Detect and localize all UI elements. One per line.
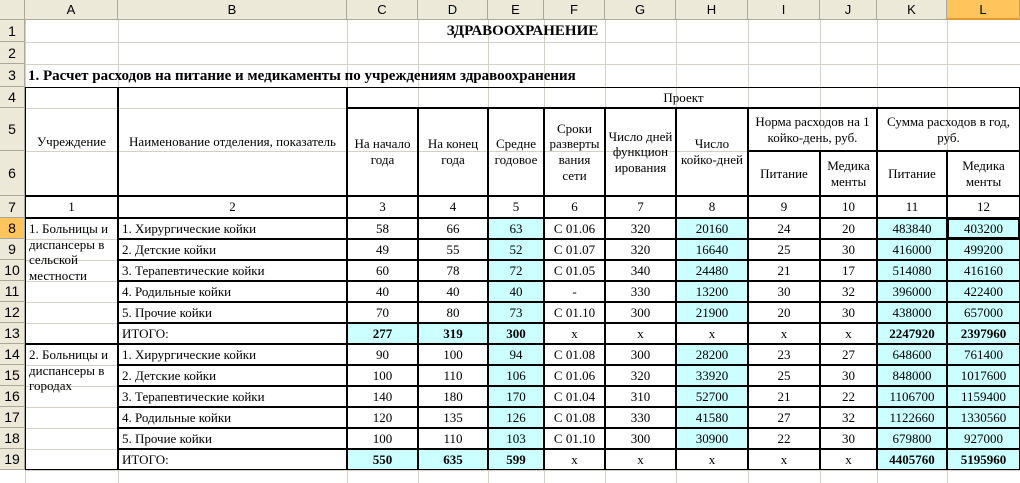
column-header-h[interactable]: H	[676, 0, 748, 20]
header-institution: Учреждение	[25, 87, 118, 196]
column-header-a[interactable]: A	[25, 0, 118, 20]
data-cell[interactable]: 20160	[676, 218, 748, 239]
data-cell[interactable]: 17	[820, 260, 877, 281]
row-header-6[interactable]: 6	[0, 151, 25, 196]
header-deploy-terms: Сроки разверты вания сети	[544, 108, 605, 196]
data-cell[interactable]: 657000	[947, 302, 1020, 323]
gridline-horizontal	[25, 470, 1020, 471]
column-number: 7	[605, 196, 676, 218]
data-cell[interactable]: 499200	[947, 239, 1020, 260]
data-cell[interactable]: 120	[347, 407, 418, 428]
row-header-13[interactable]: 13	[0, 323, 25, 344]
row-label[interactable]: 5. Прочие койки	[118, 428, 347, 449]
data-cell[interactable]: 180	[418, 386, 488, 407]
row-header-4[interactable]: 4	[0, 87, 25, 108]
data-cell[interactable]: 483840	[877, 218, 947, 239]
data-cell[interactable]: 126	[488, 407, 544, 428]
column-header-e[interactable]: E	[488, 0, 544, 20]
sheet-subtitle: 1. Расчет расходов на питание и медикаменты по учреждениям здравоохранения	[28, 67, 576, 84]
data-cell[interactable]: 63	[488, 218, 544, 239]
column-header-f[interactable]: F	[544, 0, 605, 20]
data-cell[interactable]: 78	[418, 260, 488, 281]
header-norm: Норма расходов на 1 койко-день, руб.	[748, 108, 877, 151]
data-cell[interactable]: 110	[418, 365, 488, 386]
header-avg-year: Средне годовое	[488, 108, 544, 196]
data-cell[interactable]: 300	[605, 344, 676, 365]
data-cell[interactable]: 848000	[877, 365, 947, 386]
data-cell[interactable]: 100	[418, 344, 488, 365]
data-cell[interactable]: 110	[418, 428, 488, 449]
row-label[interactable]: 2. Детские койки	[118, 365, 347, 386]
header-department: Наименование отделения, показатель	[118, 87, 347, 196]
data-cell[interactable]: 23	[748, 344, 820, 365]
data-cell[interactable]: 21900	[676, 302, 748, 323]
data-cell[interactable]: 30	[820, 428, 877, 449]
data-cell[interactable]: 100	[347, 428, 418, 449]
column-number: 10	[820, 196, 877, 218]
row-header-16[interactable]: 16	[0, 386, 25, 407]
select-all-corner[interactable]	[0, 0, 25, 20]
data-cell[interactable]: 72	[488, 260, 544, 281]
data-cell[interactable]: 30	[820, 239, 877, 260]
data-cell[interactable]: 1106700	[877, 386, 947, 407]
data-cell[interactable]: 22	[820, 386, 877, 407]
row-header-15[interactable]: 15	[0, 365, 25, 386]
row-header-8[interactable]: 8	[0, 218, 25, 239]
data-cell[interactable]: 170	[488, 386, 544, 407]
row-header-17[interactable]: 17	[0, 407, 25, 428]
data-cell[interactable]: 403200	[947, 218, 1020, 239]
data-cell[interactable]: 30	[820, 302, 877, 323]
data-cell[interactable]: 310	[605, 386, 676, 407]
row-header-7[interactable]: 7	[0, 196, 25, 218]
data-cell[interactable]: 320	[605, 218, 676, 239]
total-cell[interactable]: х	[544, 449, 605, 470]
data-cell[interactable]: 20	[748, 302, 820, 323]
column-number: 11	[877, 196, 947, 218]
data-cell[interactable]: 100	[347, 365, 418, 386]
column-number: 3	[347, 196, 418, 218]
row-header-12[interactable]: 12	[0, 302, 25, 323]
data-cell[interactable]: 27	[820, 344, 877, 365]
data-cell[interactable]: С 01.06	[544, 365, 605, 386]
data-cell[interactable]: С 01.04	[544, 386, 605, 407]
column-header-g[interactable]: G	[605, 0, 676, 20]
total-cell[interactable]: 635	[418, 449, 488, 470]
row-label[interactable]: 1. Хирургические койки	[118, 218, 347, 239]
row-header-18[interactable]: 18	[0, 428, 25, 449]
data-cell[interactable]: С 01.07	[544, 239, 605, 260]
column-header-d[interactable]: D	[418, 0, 488, 20]
data-cell[interactable]: 514080	[877, 260, 947, 281]
header-norm-food: Питание	[748, 151, 820, 196]
data-cell[interactable]: 21	[748, 260, 820, 281]
total-cell[interactable]: 2397960	[947, 323, 1020, 344]
header-norm-meds: Медика менты	[820, 151, 877, 196]
data-cell[interactable]: 25	[748, 239, 820, 260]
data-cell[interactable]: 66	[418, 218, 488, 239]
row-header-19[interactable]: 19	[0, 449, 25, 470]
data-cell[interactable]: 330	[605, 407, 676, 428]
data-cell[interactable]: -	[544, 281, 605, 302]
total-cell[interactable]: 300	[488, 323, 544, 344]
column-number: 5	[488, 196, 544, 218]
row-header-3[interactable]: 3	[0, 64, 25, 87]
data-cell[interactable]: 73	[488, 302, 544, 323]
data-cell[interactable]: 416000	[877, 239, 947, 260]
data-cell[interactable]: 32	[820, 407, 877, 428]
column-number: 6	[544, 196, 605, 218]
data-cell[interactable]: 1017600	[947, 365, 1020, 386]
data-cell[interactable]: 13200	[676, 281, 748, 302]
column-header-b[interactable]: B	[118, 0, 347, 20]
data-cell[interactable]: 60	[347, 260, 418, 281]
group-name: 1. Больницы и диспансеры в сельской местности	[25, 218, 118, 344]
data-cell[interactable]: С 01.06	[544, 218, 605, 239]
row-label[interactable]: 4. Родильные койки	[118, 281, 347, 302]
data-cell[interactable]: 94	[488, 344, 544, 365]
gridline-horizontal	[25, 42, 1020, 43]
column-number: 1	[25, 196, 118, 218]
data-cell[interactable]: 24480	[676, 260, 748, 281]
total-cell[interactable]: 4405760	[877, 449, 947, 470]
total-label[interactable]: ИТОГО:	[118, 323, 347, 344]
total-cell[interactable]: х	[820, 323, 877, 344]
row-header-14[interactable]: 14	[0, 344, 25, 365]
column-header-i[interactable]: I	[748, 0, 820, 20]
total-cell[interactable]: х	[676, 449, 748, 470]
data-cell[interactable]: 103	[488, 428, 544, 449]
data-cell[interactable]: 330	[605, 281, 676, 302]
data-cell[interactable]: 33920	[676, 365, 748, 386]
data-cell[interactable]: 140	[347, 386, 418, 407]
data-cell[interactable]: С 01.10	[544, 428, 605, 449]
data-cell[interactable]: 416160	[947, 260, 1020, 281]
data-cell[interactable]: 28200	[676, 344, 748, 365]
total-cell[interactable]: х	[605, 449, 676, 470]
sheet-title: ЗДРАВООХРАНЕНИЕ	[446, 23, 599, 39]
data-cell[interactable]: 679800	[877, 428, 947, 449]
data-cell[interactable]: С 01.08	[544, 407, 605, 428]
header-sum-meds: Медика менты	[947, 151, 1020, 196]
header-sum-food: Питание	[877, 151, 947, 196]
row-label[interactable]: 5. Прочие койки	[118, 302, 347, 323]
total-cell[interactable]: 5195960	[947, 449, 1020, 470]
data-cell[interactable]: 41580	[676, 407, 748, 428]
data-cell[interactable]: 30900	[676, 428, 748, 449]
total-label[interactable]: ИТОГО:	[118, 449, 347, 470]
total-cell[interactable]: 2247920	[877, 323, 947, 344]
column-header-k[interactable]: K	[877, 0, 947, 20]
column-header-c[interactable]: C	[347, 0, 418, 20]
row-label[interactable]: 4. Родильные койки	[118, 407, 347, 428]
total-cell[interactable]: 599	[488, 449, 544, 470]
data-cell[interactable]: 40	[488, 281, 544, 302]
data-cell[interactable]: С 01.10	[544, 302, 605, 323]
data-cell[interactable]: 70	[347, 302, 418, 323]
header-end-year: На конец года	[418, 108, 488, 196]
data-cell[interactable]: 52	[488, 239, 544, 260]
data-cell[interactable]: 40	[347, 281, 418, 302]
header-days-functioning: Число дней функцион ирования	[605, 108, 676, 196]
data-cell[interactable]: 24	[748, 218, 820, 239]
data-cell[interactable]: 300	[605, 428, 676, 449]
total-cell[interactable]: х	[544, 323, 605, 344]
data-cell[interactable]: 1330560	[947, 407, 1020, 428]
row-label[interactable]: 3. Терапевтические койки	[118, 386, 347, 407]
data-cell[interactable]: С 01.08	[544, 344, 605, 365]
header-project: Проект	[347, 87, 1020, 108]
column-number: 2	[118, 196, 347, 218]
total-cell[interactable]: х	[605, 323, 676, 344]
row-header-9[interactable]: 9	[0, 239, 25, 260]
column-number: 9	[748, 196, 820, 218]
data-cell[interactable]: 396000	[877, 281, 947, 302]
total-cell[interactable]: 550	[347, 449, 418, 470]
column-number: 12	[947, 196, 1020, 218]
data-cell[interactable]: 55	[418, 239, 488, 260]
data-cell[interactable]: 927000	[947, 428, 1020, 449]
column-number: 8	[676, 196, 748, 218]
data-cell[interactable]: С 01.05	[544, 260, 605, 281]
data-cell[interactable]: 1122660	[877, 407, 947, 428]
total-cell[interactable]: 277	[347, 323, 418, 344]
header-bed-days: Число койко-дней	[676, 108, 748, 196]
total-cell[interactable]: х	[748, 449, 820, 470]
data-cell[interactable]: 22	[748, 428, 820, 449]
data-cell[interactable]: 40	[418, 281, 488, 302]
data-cell[interactable]: 27	[748, 407, 820, 428]
data-cell[interactable]: 135	[418, 407, 488, 428]
total-cell[interactable]: х	[748, 323, 820, 344]
data-cell[interactable]: 340	[605, 260, 676, 281]
data-cell[interactable]: 25	[748, 365, 820, 386]
column-header-l[interactable]: L	[947, 0, 1020, 20]
column-header-j[interactable]: J	[820, 0, 877, 20]
header-sum: Сумма расходов в год, руб.	[877, 108, 1020, 151]
data-cell[interactable]: 320	[605, 239, 676, 260]
data-cell[interactable]: 90	[347, 344, 418, 365]
data-cell[interactable]: 438000	[877, 302, 947, 323]
column-number: 4	[418, 196, 488, 218]
row-header-10[interactable]: 10	[0, 260, 25, 281]
data-cell[interactable]: 106	[488, 365, 544, 386]
data-cell[interactable]: 761400	[947, 344, 1020, 365]
row-label[interactable]: 3. Терапевтические койки	[118, 260, 347, 281]
total-cell[interactable]: х	[676, 323, 748, 344]
data-cell[interactable]: 30	[748, 281, 820, 302]
data-cell[interactable]: 300	[605, 302, 676, 323]
data-cell[interactable]: 320	[605, 365, 676, 386]
data-cell[interactable]: 32	[820, 281, 877, 302]
data-cell[interactable]: 20	[820, 218, 877, 239]
row-header-5[interactable]: 5	[0, 108, 25, 151]
data-cell[interactable]: 21	[748, 386, 820, 407]
total-cell[interactable]: х	[820, 449, 877, 470]
row-header-1[interactable]: 1	[0, 20, 25, 42]
data-cell[interactable]: 422400	[947, 281, 1020, 302]
data-cell[interactable]: 16640	[676, 239, 748, 260]
data-cell[interactable]: 80	[418, 302, 488, 323]
header-start-year: На начало года	[347, 108, 418, 196]
data-cell[interactable]: 1159400	[947, 386, 1020, 407]
total-cell[interactable]: 319	[418, 323, 488, 344]
row-label[interactable]: 2. Детские койки	[118, 239, 347, 260]
data-cell[interactable]: 52700	[676, 386, 748, 407]
data-cell[interactable]: 49	[347, 239, 418, 260]
row-header-11[interactable]: 11	[0, 281, 25, 302]
row-label[interactable]: 1. Хирургические койки	[118, 344, 347, 365]
data-cell[interactable]: 58	[347, 218, 418, 239]
row-header-2[interactable]: 2	[0, 42, 25, 64]
group-name: 2. Больницы и диспансеры в городах	[25, 344, 118, 470]
data-cell[interactable]: 648600	[877, 344, 947, 365]
data-cell[interactable]: 30	[820, 365, 877, 386]
